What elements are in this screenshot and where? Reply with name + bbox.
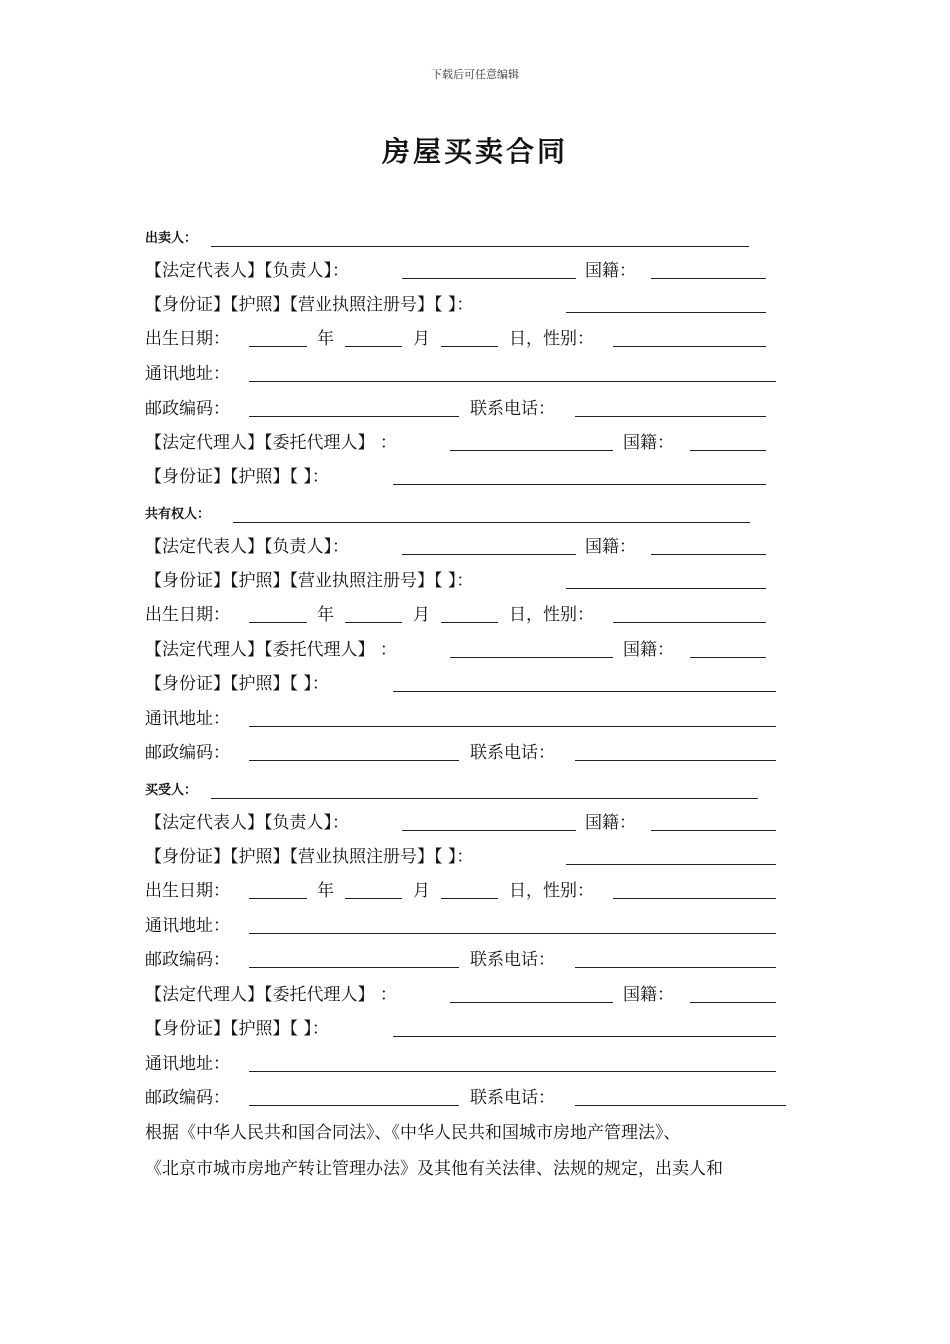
year-label: 年 <box>317 881 334 901</box>
buyer-agent-phone-field[interactable] <box>575 1105 786 1106</box>
buyer-agent-nationality-field[interactable] <box>690 1002 776 1003</box>
buyer-phone-field[interactable] <box>575 967 776 968</box>
seller-name-field[interactable] <box>211 246 749 247</box>
co-owner-birth-row <box>145 602 805 628</box>
buyer-agent-postal-row <box>145 1085 805 1111</box>
agent-label: 【法定代理人】【委托代理人】 ： <box>145 985 397 1005</box>
seller-label: 出卖人： <box>145 231 198 246</box>
legal-rep-label: 【法定代表人】【负责人】： <box>145 537 349 557</box>
buyer-postal-row <box>145 947 805 973</box>
seller-address-field[interactable] <box>249 381 776 382</box>
address-label: 通讯地址： <box>145 709 230 729</box>
day-gender-label: 日，性别： <box>509 881 594 901</box>
buyer-agent-id-row <box>145 1016 805 1042</box>
co-owner-address-field[interactable] <box>249 726 776 727</box>
seller-address-row <box>145 361 805 387</box>
nationality-label: 国籍： <box>623 433 674 453</box>
legal-rep-label: 【法定代表人】【负责人】： <box>145 261 349 281</box>
buyer-row <box>145 778 805 804</box>
buyer-id-row <box>145 844 805 870</box>
contract-basis-paragraph-line-1: 根据《中华人民共和国合同法》、《中华人民共和国城市房地产管理法》、 <box>145 1123 681 1143</box>
month-label: 月 <box>413 881 430 901</box>
buyer-label: 买受人： <box>145 783 198 798</box>
co-owner-legal-rep-row <box>145 534 805 560</box>
birth-date-label: 出生日期： <box>145 329 230 349</box>
buyer-agent-address-row <box>145 1051 805 1077</box>
seller-postal-row <box>145 396 805 422</box>
id-passport-label: 【身份证】【护照】【 】： <box>145 467 329 487</box>
co-owner-birth-day-field[interactable] <box>441 622 498 623</box>
postal-code-label: 邮政编码： <box>145 399 230 419</box>
postal-code-label: 邮政编码： <box>145 1088 230 1108</box>
contract-basis-paragraph-line-2: 《北京市城市房地产转让管理办法》及其他有关法律、法规的规定，出卖人和 <box>145 1159 723 1179</box>
co-owner-birth-year-field[interactable] <box>249 622 307 623</box>
buyer-legal-rep-row <box>145 810 805 836</box>
year-label: 年 <box>317 329 334 349</box>
seller-agent-row <box>145 430 805 456</box>
co-owner-id-field[interactable] <box>566 588 766 589</box>
seller-id-field[interactable] <box>566 312 766 313</box>
day-gender-label: 日，性别： <box>509 329 594 349</box>
buyer-id-field[interactable] <box>566 864 776 865</box>
address-label: 通讯地址： <box>145 1054 230 1074</box>
id-passport-label: 【身份证】【护照】【 】： <box>145 674 329 694</box>
id-business-label: 【身份证】【护照】【营业执照注册号】【 】： <box>145 295 474 315</box>
day-gender-label: 日，性别： <box>509 605 594 625</box>
postal-code-label: 邮政编码： <box>145 743 230 763</box>
buyer-address-row <box>145 913 805 939</box>
month-label: 月 <box>413 605 430 625</box>
birth-date-label: 出生日期： <box>145 605 230 625</box>
birth-date-label: 出生日期： <box>145 881 230 901</box>
co-owner-row <box>145 502 805 528</box>
page-header-note: 下载后可任意编辑 <box>431 68 519 81</box>
document-title: 房屋买卖合同 <box>381 135 568 168</box>
co-owner-agent-id-field[interactable] <box>393 691 776 692</box>
co-owner-address-row <box>145 706 805 732</box>
buyer-agent-postal-field[interactable] <box>249 1105 459 1106</box>
seller-row <box>145 226 805 252</box>
seller-agent-field[interactable] <box>450 450 613 451</box>
buyer-name-field[interactable] <box>211 798 758 799</box>
co-owner-nationality-field[interactable] <box>651 554 766 555</box>
phone-label: 联系电话： <box>470 399 555 419</box>
co-owner-legal-rep-field[interactable] <box>402 554 576 555</box>
buyer-birth-day-field[interactable] <box>441 898 498 899</box>
co-owner-phone-field[interactable] <box>575 760 776 761</box>
buyer-legal-rep-field[interactable] <box>402 830 576 831</box>
buyer-postal-field[interactable] <box>249 967 459 968</box>
co-owner-id-row <box>145 568 805 594</box>
buyer-gender-field[interactable] <box>613 898 776 899</box>
co-owner-name-field[interactable] <box>233 522 750 523</box>
seller-birth-day-field[interactable] <box>441 346 498 347</box>
buyer-birth-year-field[interactable] <box>249 898 307 899</box>
phone-label: 联系电话： <box>470 1088 555 1108</box>
buyer-agent-field[interactable] <box>450 1002 613 1003</box>
agent-label: 【法定代理人】【委托代理人】 ： <box>145 433 397 453</box>
nationality-label: 国籍： <box>585 813 636 833</box>
buyer-nationality-field[interactable] <box>651 830 776 831</box>
seller-nationality-field[interactable] <box>651 278 766 279</box>
buyer-agent-row <box>145 982 805 1008</box>
seller-gender-field[interactable] <box>613 346 766 347</box>
co-owner-agent-nationality-field[interactable] <box>690 657 766 658</box>
id-business-label: 【身份证】【护照】【营业执照注册号】【 】： <box>145 847 474 867</box>
buyer-agent-id-field[interactable] <box>393 1036 776 1037</box>
co-owner-postal-field[interactable] <box>249 760 459 761</box>
co-owner-agent-id-row <box>145 671 805 697</box>
co-owner-postal-row <box>145 740 805 766</box>
agent-label: 【法定代理人】【委托代理人】 ： <box>145 640 397 660</box>
seller-agent-id-row <box>145 464 805 490</box>
co-owner-label: 共有权人： <box>145 507 211 522</box>
address-label: 通讯地址： <box>145 364 230 384</box>
co-owner-gender-field[interactable] <box>613 622 766 623</box>
seller-legal-rep-field[interactable] <box>402 278 576 279</box>
seller-postal-field[interactable] <box>249 416 459 417</box>
co-owner-agent-row <box>145 637 805 663</box>
month-label: 月 <box>413 329 430 349</box>
nationality-label: 国籍： <box>623 985 674 1005</box>
nationality-label: 国籍： <box>623 640 674 660</box>
phone-label: 联系电话： <box>470 743 555 763</box>
seller-phone-field[interactable] <box>575 416 766 417</box>
buyer-agent-address-field[interactable] <box>249 1071 776 1072</box>
legal-rep-label: 【法定代表人】【负责人】： <box>145 813 349 833</box>
year-label: 年 <box>317 605 334 625</box>
id-business-label: 【身份证】【护照】【营业执照注册号】【 】： <box>145 571 474 591</box>
buyer-birth-row <box>145 878 805 904</box>
phone-label: 联系电话： <box>470 950 555 970</box>
buyer-address-field[interactable] <box>249 933 776 934</box>
seller-id-row <box>145 292 805 318</box>
seller-birth-row <box>145 326 805 352</box>
seller-agent-id-field[interactable] <box>393 484 766 485</box>
id-passport-label: 【身份证】【护照】【 】： <box>145 1019 329 1039</box>
nationality-label: 国籍： <box>585 261 636 281</box>
postal-code-label: 邮政编码： <box>145 950 230 970</box>
co-owner-birth-month-field[interactable] <box>345 622 402 623</box>
buyer-birth-month-field[interactable] <box>345 898 402 899</box>
seller-legal-rep-row <box>145 258 805 284</box>
seller-birth-month-field[interactable] <box>345 346 402 347</box>
nationality-label: 国籍： <box>585 537 636 557</box>
seller-birth-year-field[interactable] <box>249 346 307 347</box>
address-label: 通讯地址： <box>145 916 230 936</box>
seller-agent-nationality-field[interactable] <box>690 450 766 451</box>
co-owner-agent-field[interactable] <box>450 657 613 658</box>
